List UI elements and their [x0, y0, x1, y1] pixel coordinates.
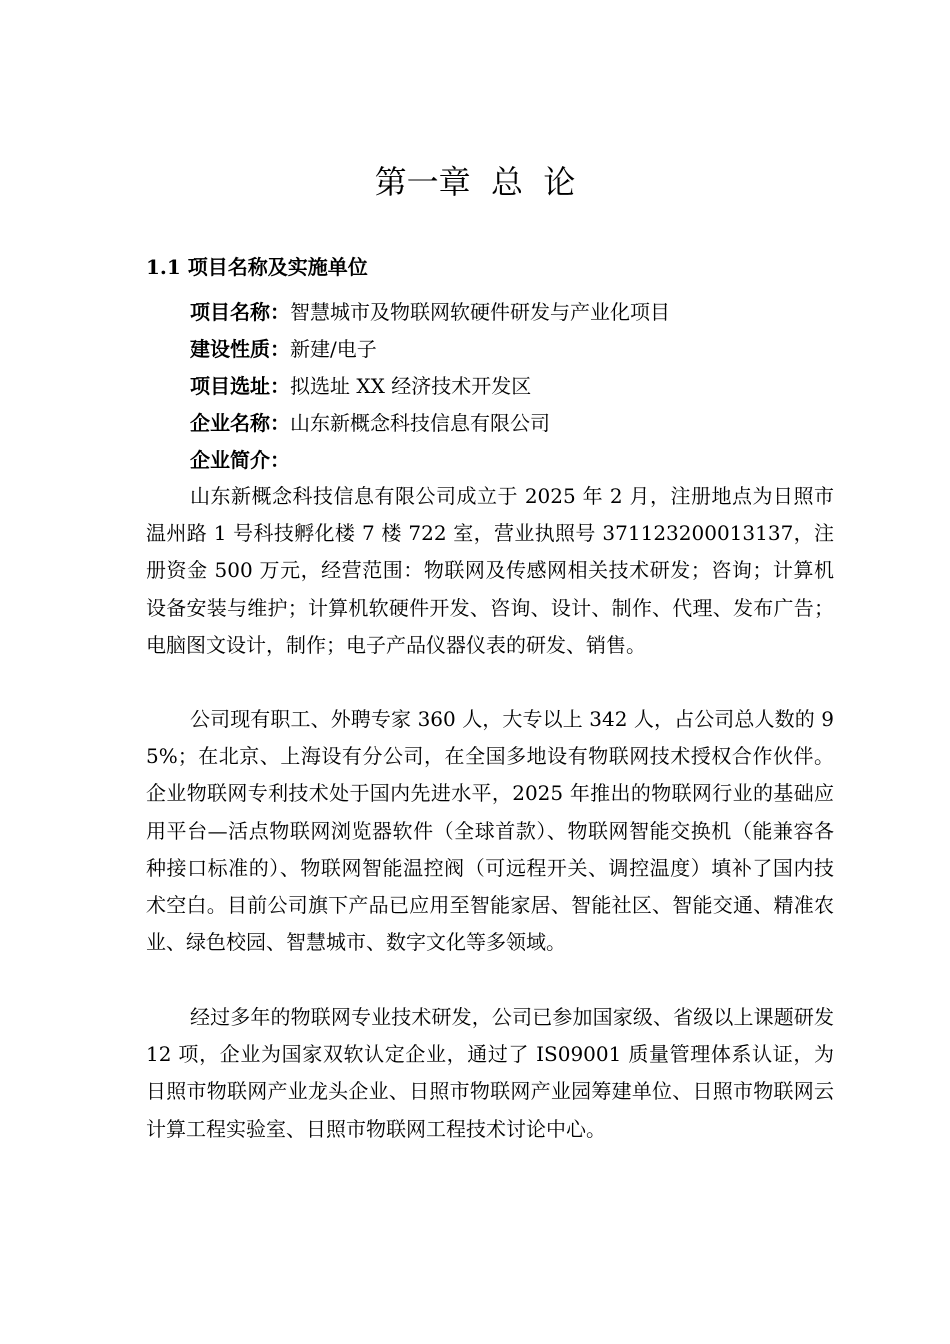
- field-value: 智慧城市及物联网软硬件研发与产业化项目: [290, 300, 670, 324]
- field-company-name: [190, 409, 550, 437]
- company-profile-paragraph: 山东新概念科技信息有限公司成立于 2025 年 2 月，注册地点为日照市温州路 1 号科技孵化楼 7 楼 722 室，营业执照号 371123200013137，注册资金 500 万元，经营范围：物联网及传感网相关技术研发；咨询；计算机设备安装与维护；计算机软硬件开发、咨询、设计、制作、代理、发布广告；电脑图文设计，制作；电子产品仪器仪表的研发、销售。: [146, 484, 834, 657]
- field-value: 山东新概念科技信息有限公司: [290, 411, 550, 435]
- company-staff-paragraph: 公司现有职工、外聘专家 360 人，大专以上 342 人，占公司总人数的 95%；在北京、上海设有分公司，在全国多地设有物联网技术授权合作伙伴。企业物联网专利技术处于国内先进水平，2025 年推出的物联网行业的基础应用平台—活点物联网浏览器软件（全球首款）、物联网智能交换机（能兼容各种接口标准的）、物联网智能温控阀（可远程开关、调控温度）填补了国内技术空白。目前公司旗下产品已应用至智能家居、智能社区、智能交通、精准农业、绿色校园、智慧城市、数字文化等多领域。: [146, 707, 834, 955]
- field-project-name: [190, 298, 670, 326]
- chapter-title: 第一章 总 论: [374, 163, 576, 201]
- field-label: 建设性质：: [190, 337, 290, 361]
- field-project-site: [190, 372, 531, 400]
- field-label: 企业简介：: [190, 448, 290, 472]
- field-company-intro: [190, 446, 290, 474]
- field-label: 企业名称：: [190, 411, 290, 435]
- section-heading: 1.1 项目名称及实施单位: [146, 255, 368, 279]
- field-value: 新建/电子: [290, 337, 377, 361]
- field-construction-nature: [190, 335, 377, 363]
- field-label: 项目名称：: [190, 300, 290, 324]
- company-achievements-paragraph: 经过多年的物联网专业技术研发，公司已参加国家级、省级以上课题研发 12 项，企业为国家双软认定企业，通过了 IS09001 质量管理体系认证，为日照市物联网产业龙头企业、日照市物联网产业园筹建单位、日照市物联网云计算工程实验室、日照市物联网工程技术讨论中心。: [146, 1005, 834, 1141]
- field-label: 项目选址：: [190, 374, 290, 398]
- field-value: 拟选址 XX 经济技术开发区: [290, 374, 532, 398]
